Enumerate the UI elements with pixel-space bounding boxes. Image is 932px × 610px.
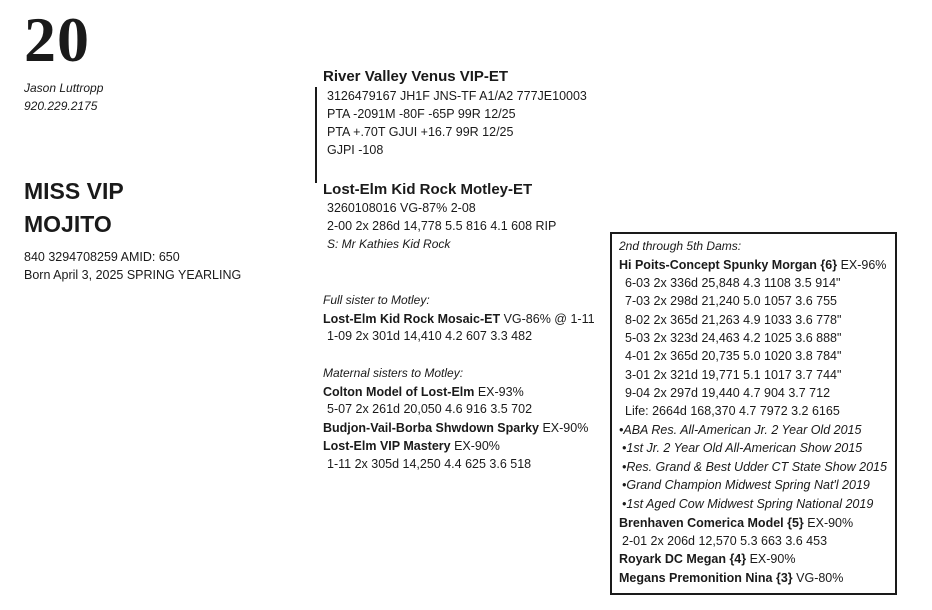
second-dam-record: 8-02 2x 365d 21,263 4.9 1033 3.6 778" xyxy=(625,313,842,327)
animal-name xyxy=(24,175,124,241)
dam-line: 2-00 2x 286d 14,778 5.5 816 4.1 608 RIP xyxy=(327,219,557,233)
achievement: •Grand Champion Midwest Spring Nat'l 2019 xyxy=(622,478,870,492)
third-dam-record: 2-01 2x 206d 12,570 5.3 663 3.6 453 xyxy=(622,534,828,548)
maternal-sister-classification: EX-90% xyxy=(539,421,589,435)
maternal-sister-classification: EX-93% xyxy=(474,385,524,399)
maternal-sister-row xyxy=(323,384,524,399)
achievement: •Res. Grand & Best Udder CT State Show 2015 xyxy=(622,460,887,474)
lot-number: 20 xyxy=(24,4,90,75)
animal-ids: 840 3294708259 AMID: 650 xyxy=(24,250,180,264)
fifth-dam-row xyxy=(619,571,843,585)
second-dam-record: 6-03 2x 336d 25,848 4.3 1108 3.5 914" xyxy=(625,276,841,290)
second-dam-record: 5-03 2x 323d 24,463 4.2 1025 3.6 888" xyxy=(625,331,842,345)
second-dam-lifetime: Life: 2664d 168,370 4.7 7972 3.2 6165 xyxy=(625,404,840,418)
sire-name: River Valley Venus VIP-ET xyxy=(323,68,509,85)
sire-line: PTA -2091M -80F -65P 99R 12/25 xyxy=(327,107,516,121)
dams-box xyxy=(610,232,897,595)
full-sister-heading: Full sister to Motley: xyxy=(323,293,430,307)
maternal-sister-name: Budjon-Vail-Borba Shwdown Sparky xyxy=(323,421,539,435)
full-sister-name-row xyxy=(323,311,595,326)
second-dam-record: 3-01 2x 321d 19,771 5.1 1017 3.7 744" xyxy=(625,368,842,382)
dams-box-heading: 2nd through 5th Dams: xyxy=(619,239,742,253)
maternal-sister-name: Lost-Elm VIP Mastery xyxy=(323,439,451,453)
maternal-sister-name: Colton Model of Lost-Elm xyxy=(323,385,475,399)
third-dam-row xyxy=(619,516,853,530)
second-dam-record: 9-04 2x 297d 19,440 4.7 904 3.7 712 xyxy=(625,386,831,400)
fourth-dam-row xyxy=(619,552,795,566)
third-dam-name: Brenhaven Comerica Model {5} xyxy=(619,516,804,530)
maternal-sister-record: 1-11 2x 305d 14,250 4.4 625 3.6 518 xyxy=(327,457,532,471)
achievement: •ABA Res. All-American Jr. 2 Year Old 2015 xyxy=(619,423,862,437)
sire-line: GJPI -108 xyxy=(327,143,384,157)
dam-sire: S: Mr Kathies Kid Rock xyxy=(327,237,451,251)
second-dam-name: Hi Poits-Concept Spunky Morgan {6} xyxy=(619,258,838,272)
full-sister-name: Lost-Elm Kid Rock Mosaic-ET xyxy=(323,312,501,326)
animal-name-line2: MOJITO xyxy=(24,211,112,237)
second-dam-row xyxy=(619,258,886,272)
sire-line: 3126479167 JH1F JNS-TF A1/A2 777JE10003 xyxy=(327,89,587,103)
full-sister-record: 1-09 2x 301d 14,410 4.2 607 3.3 482 xyxy=(327,329,533,343)
fifth-dam-name: Megans Premonition Nina {3} xyxy=(619,571,793,585)
sire-line: PTA +.70T GJUI +16.7 99R 12/25 xyxy=(327,125,514,139)
consignor-name: Jason Luttropp xyxy=(24,81,104,95)
second-dam-record: 4-01 2x 365d 20,735 5.0 1020 3.8 784" xyxy=(625,349,842,363)
consignor-phone: 920.229.2175 xyxy=(24,99,98,113)
second-dam-classification: EX-96% xyxy=(837,258,887,272)
pedigree-bracket xyxy=(315,87,317,183)
maternal-sister-classification: EX-90% xyxy=(450,439,500,453)
achievement: •1st Jr. 2 Year Old All-American Show 2015 xyxy=(622,441,863,455)
third-dam-classification: EX-90% xyxy=(803,516,854,530)
dam-name: Lost-Elm Kid Rock Motley-ET xyxy=(323,181,533,198)
maternal-sisters-heading: Maternal sisters to Motley: xyxy=(323,366,464,380)
animal-birth: Born April 3, 2025 SPRING YEARLING xyxy=(24,268,242,282)
maternal-sister-row xyxy=(323,438,500,453)
animal-name-line1: MISS VIP xyxy=(24,178,124,204)
fifth-dam-classification: VG-80% xyxy=(792,571,844,585)
fourth-dam-name: Royark DC Megan {4} xyxy=(619,552,747,566)
achievement: •1st Aged Cow Midwest Spring National 2019 xyxy=(622,497,874,511)
second-dam-record: 7-03 2x 298d 21,240 5.0 1057 3.6 755 xyxy=(625,294,837,308)
maternal-sister-row xyxy=(323,420,588,435)
fourth-dam-classification: EX-90% xyxy=(746,552,796,566)
dam-line: 3260108016 VG-87% 2-08 xyxy=(327,201,476,215)
maternal-sister-record: 5-07 2x 261d 20,050 4.6 916 3.5 702 xyxy=(327,402,533,416)
full-sister-classification: VG-86% @ 1-11 xyxy=(500,312,595,326)
